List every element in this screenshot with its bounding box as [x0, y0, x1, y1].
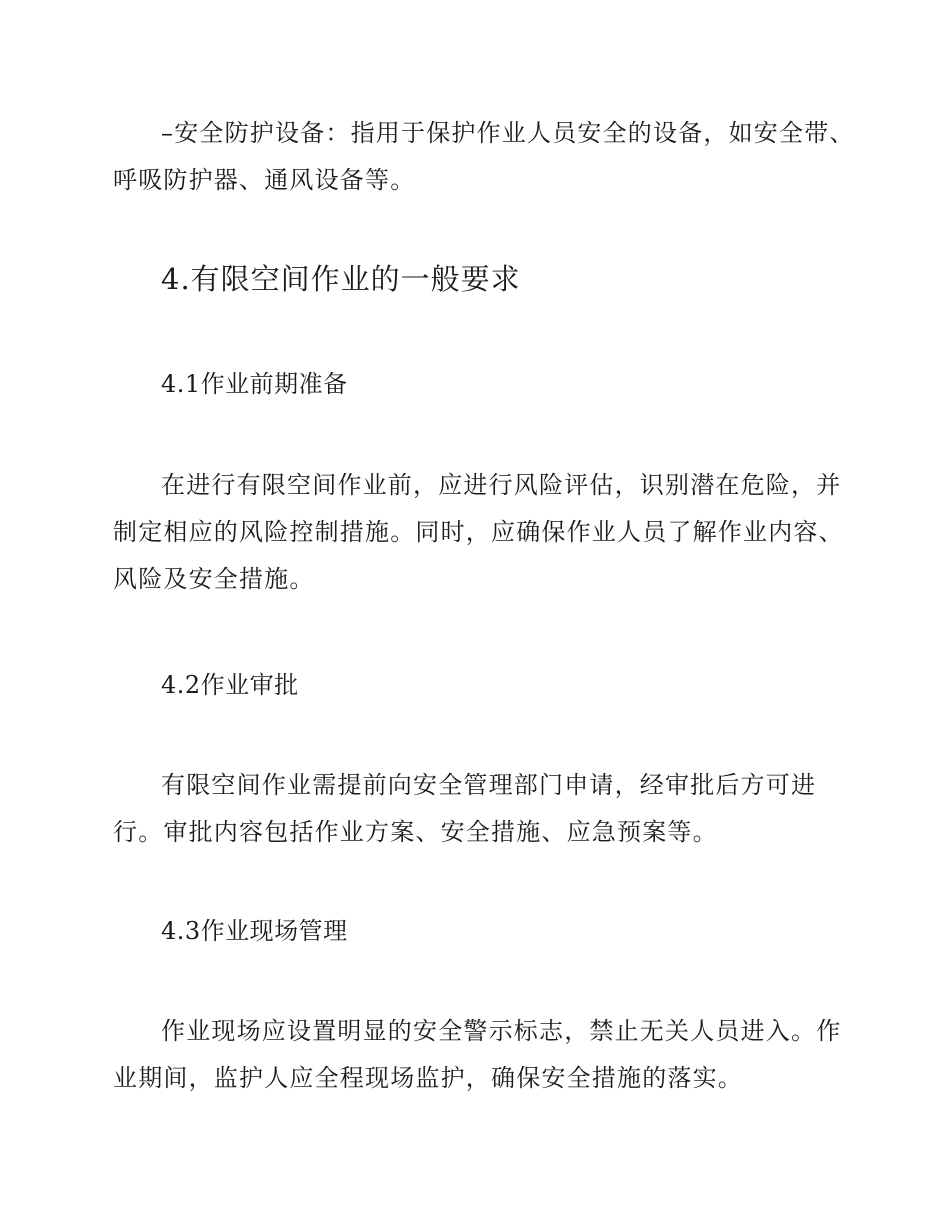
subsection-heading-4-3: 4.3作业现场管理 [161, 917, 348, 945]
subsection-paragraph-4-1: 在进行有限空间作业前，应进行风险评估，识别潜在危险，并制定相应的风险控制措施。同时，应确保作业人员了解作业内容、风险及安全措施。 [113, 471, 844, 593]
subsection-heading-4-2: 4.2作业审批 [161, 671, 299, 699]
section-heading: 4.有限空间作业的一般要求 [161, 262, 521, 296]
intro-paragraph: –安全防护设备：指用于保护作业人员安全的设备，如安全带、呼吸防护器、通风设备等。 [113, 119, 855, 194]
subsection-paragraph-4-2: 有限空间作业需提前向安全管理部门申请，经审批后方可进行。审批内容包括作业方案、安全措施、应急预案等。 [113, 771, 817, 846]
subsection-paragraph-4-3: 作业现场应设置明显的安全警示标志，禁止无关人员进入。作业期间，监护人应全程现场监护，确保安全措施的落实。 [113, 1017, 842, 1092]
subsection-heading-4-1: 4.1作业前期准备 [161, 370, 348, 398]
